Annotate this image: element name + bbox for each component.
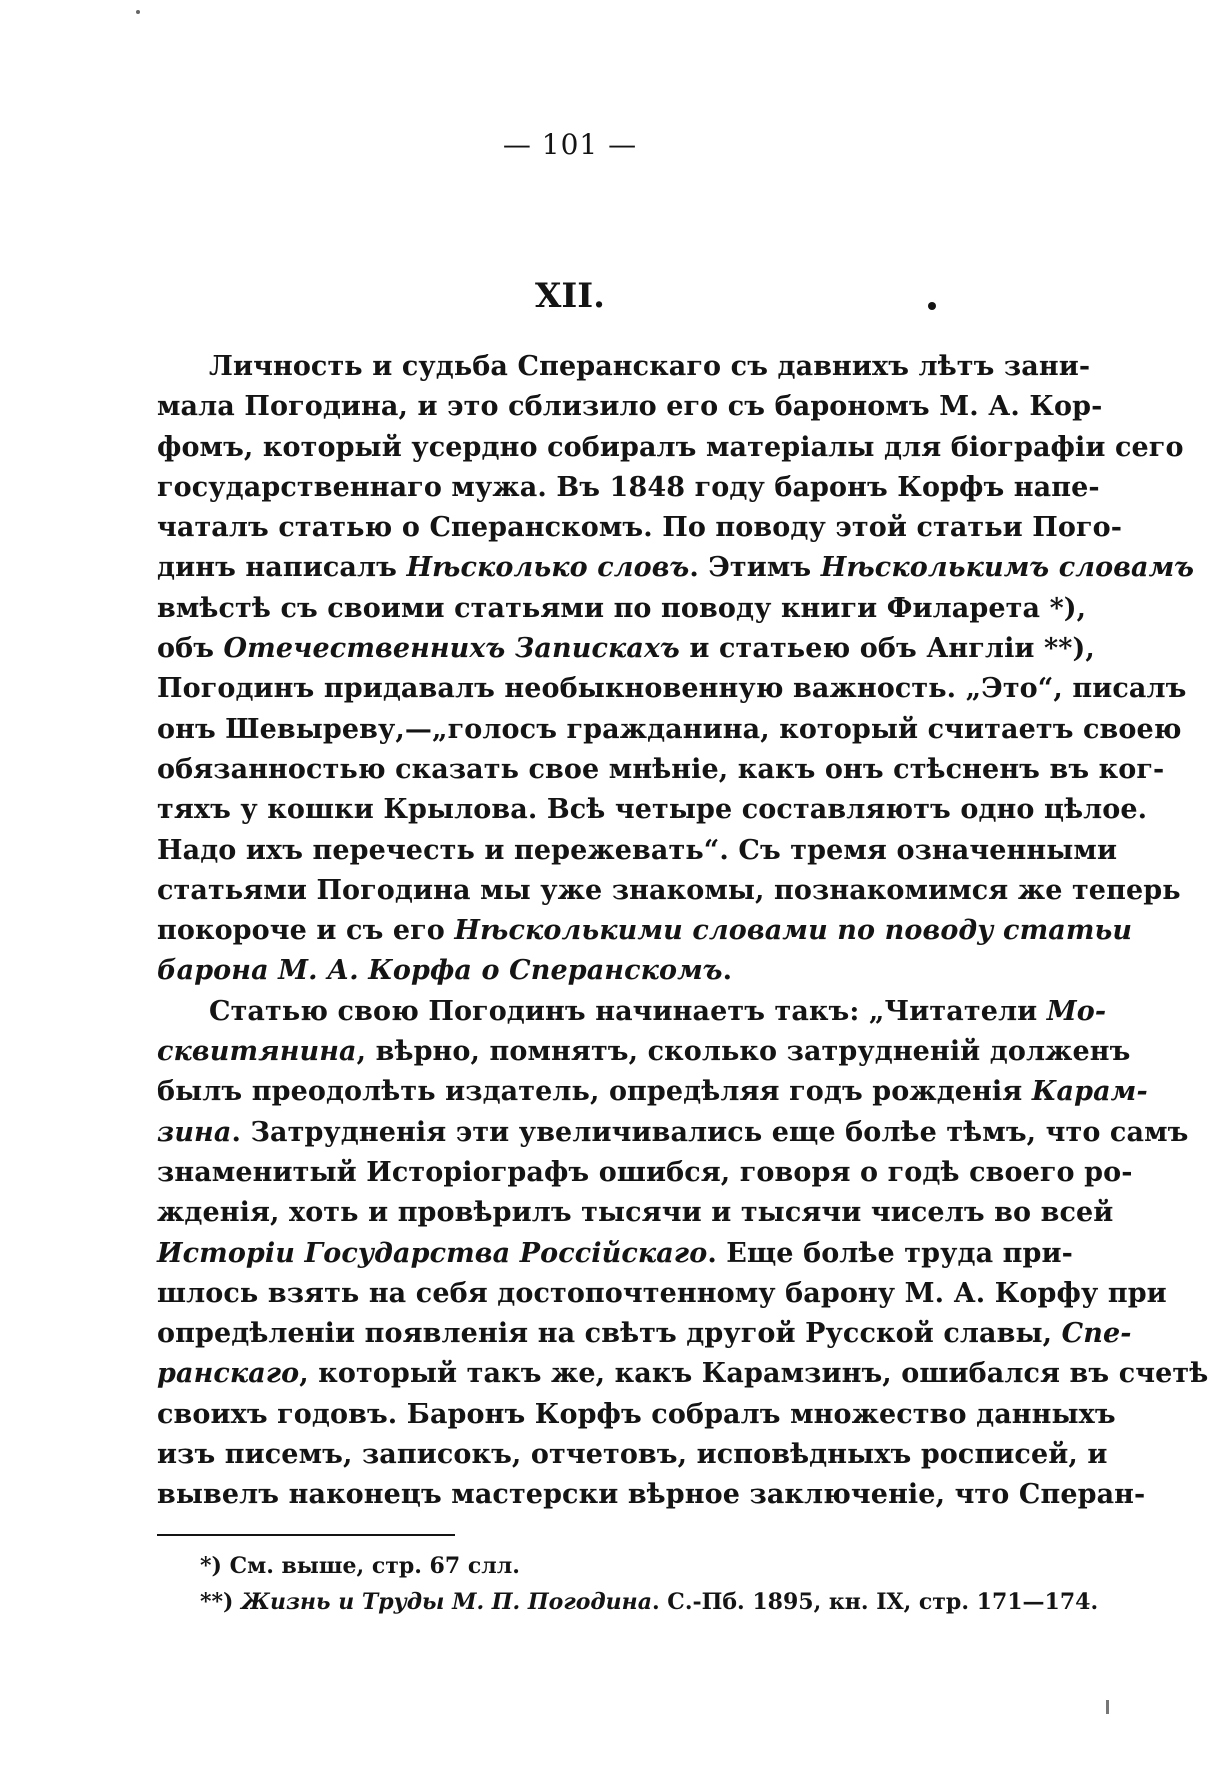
text-line [157, 1234, 1073, 1274]
text-run: динъ написалъ [157, 552, 407, 584]
text-line [157, 629, 1095, 669]
text-line: статьями Погодина мы уже знакомы, познакомимся же теперь [157, 874, 1181, 906]
footnote-1 [200, 1548, 990, 1584]
footnote-text: См. выше, стр. 67 слл. [221, 1553, 520, 1579]
italic-title: Нѣсколько словъ [406, 552, 690, 584]
text-line: Надо ихъ перечесть и пережевать“. Съ тремя означенными [157, 834, 1118, 866]
text-line [157, 911, 1133, 951]
text-run: покороче и съ его [157, 915, 455, 947]
text-line: обязанностью сказать свое мнѣніе, какъ онъ стѣсненъ въ ког- [157, 753, 1165, 785]
footnote-text: . С.-Пб. 1895, кн. IX, стр. 171—174. [651, 1589, 1099, 1615]
text-run: объ [157, 633, 224, 665]
text-line [157, 951, 985, 991]
text-line: вмѣстѣ съ своими статьями по поводу книги Филарета *), [157, 592, 1087, 624]
text-line [157, 1032, 1131, 1072]
text-run: былъ преодолѣть издатель, опредѣляя годъ рожденія [157, 1076, 1032, 1108]
chapter-heading: XII. [534, 276, 606, 316]
text-line [157, 1314, 1132, 1354]
italic-title: Нѣсколькими словами по поводу статьи [454, 915, 1133, 947]
speck [1106, 1700, 1109, 1714]
footnote-mark: **) [200, 1589, 234, 1615]
text-line: тяхъ у кошки Крылова. Всѣ четыре составляютъ одно цѣлое. [157, 794, 1148, 826]
italic-title: Исторіи Государства Россійскаго [157, 1237, 708, 1269]
footnote-mark: *) [200, 1553, 222, 1579]
text-line: чаталъ статью о Сперанскомъ. По поводу этой статьи Пого- [157, 512, 1123, 544]
footnote-rule [157, 1534, 455, 1536]
text-line [157, 1354, 1208, 1394]
body-text [157, 347, 1208, 1516]
italic-title: ранскаго [157, 1358, 300, 1390]
text-line: Личность и судьба Сперанскаго съ давнихъ лѣтъ зани- [209, 351, 1091, 382]
text-run: Статью свою Погодинъ начинаетъ такъ: „Читатели [209, 995, 1047, 1027]
text-run: , который такъ же, какъ Карамзинъ, ошибался въ счетѣ [299, 1358, 1208, 1390]
speck [136, 10, 140, 14]
text-line: мала Погодина, и это сблизило его съ барономъ М. А. Кор- [157, 391, 1103, 423]
italic-title: Спе- [1061, 1318, 1132, 1350]
text-run: . Еще болѣе труда при- [707, 1237, 1073, 1269]
text-line: вывелъ наконецъ мастерски вѣрное заключеніе, что Сперан- [157, 1479, 1146, 1511]
footnotes [200, 1548, 1099, 1620]
italic-title: Отечественнихъ Запискахъ [223, 633, 680, 665]
italic-title: барона М. А. Корфа о Сперанскомъ [157, 955, 723, 987]
text-line [157, 992, 1107, 1032]
italic-title: Карам- [1031, 1076, 1148, 1108]
text-line: Погодинъ придавалъ необыкновенную важность. „Это“, писалъ [157, 673, 1187, 705]
text-line [157, 1072, 1148, 1112]
page-number: — 101 — [502, 128, 638, 161]
text-line: шлось взять на себя достопочтенному барону М. А. Корфу при [157, 1277, 1167, 1309]
italic-title: Мо- [1046, 995, 1107, 1027]
text-run: . [722, 955, 733, 987]
text-line: государственнаго мужа. Въ 1848 году баронъ Корфъ напе- [157, 471, 1100, 503]
footnote-2 [200, 1584, 1099, 1620]
text-line: изъ писемъ, записокъ, отчетовъ, исповѣдныхъ росписей, и [157, 1439, 1108, 1471]
text-run: . Этимъ [689, 552, 821, 584]
text-run: . Затрудненія эти увеличивались еще болѣе тѣмъ, что самъ [231, 1116, 1189, 1148]
text-line: онъ Шевыреву,—„голосъ гражданина, который считаетъ своею [157, 713, 1182, 745]
text-run: и статьею объ Англіи **), [679, 633, 1095, 665]
text-line [157, 1113, 1189, 1153]
text-run: , вѣрно, помнятъ, сколько затрудненій долженъ [356, 1036, 1131, 1068]
text-line [157, 548, 1195, 588]
italic-title: Нѣсколькимъ словамъ [820, 552, 1195, 584]
footnote-title: Жизнь и Труды М. П. Погодина [233, 1589, 652, 1615]
italic-title: зина [157, 1116, 232, 1148]
text-line: знаменитый Исторіографъ ошибся, говоря о годѣ своего ро- [157, 1156, 1133, 1188]
text-run: опредѣленіи появленія на свѣтъ другой Русской славы, [157, 1318, 1062, 1350]
text-line: фомъ, который усердно собиралъ матеріалы для біографіи сего [157, 431, 1184, 463]
text-line: своихъ годовъ. Баронъ Корфъ собралъ множество данныхъ [157, 1398, 1116, 1430]
text-line: жденія, хоть и провѣрилъ тысячи и тысячи чиселъ во всей [157, 1197, 1114, 1229]
italic-title: сквитянина [157, 1036, 357, 1068]
